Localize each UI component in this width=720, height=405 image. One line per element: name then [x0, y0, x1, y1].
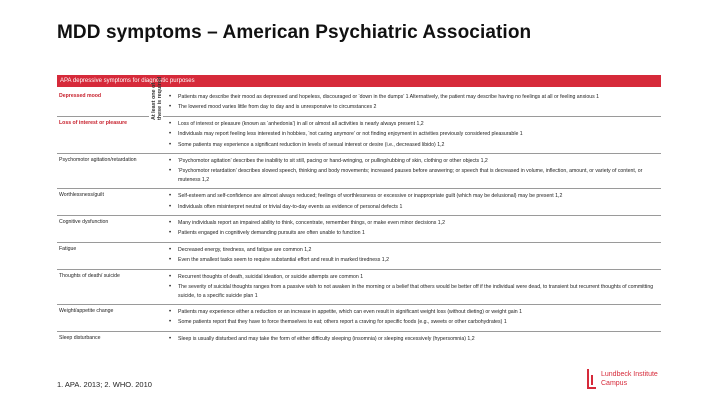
list-item: • Recurrent thoughts of death, suicidal ideation, or suicide attempts are common 1	[167, 273, 659, 281]
list-item: • Sleep is usually disturbed and may take the form of either difficulty sleeping (insomnia) or sleeping excessively (hypersomnia) 1,2	[167, 335, 659, 343]
table-row	[57, 304, 661, 331]
list-item: • ‘Psychomotor retardation’ describes slowed speech, thinking and body movements; increased pauses before answering; or speech that is decreased in volume, inflection, amount, or variety of content, or muteness 1,2	[167, 167, 659, 184]
category-thoughts-of-death: Thoughts of death/ suicide	[57, 269, 149, 304]
category-cognitive: Cognitive dysfunction	[57, 216, 149, 243]
logo-mark-icon	[587, 369, 596, 389]
list-item: • Individuals often misinterpret neutral or trivial day-to-day events as evidence of personal defects 1	[167, 203, 659, 211]
category-loss-of-interest: Loss of interest or pleasure	[57, 116, 149, 153]
table-row	[57, 154, 661, 189]
list-item: • Some patients report that they have to force themselves to eat; others report a craving for specific foods (e.g., sweets or other carbohydrates) 1	[167, 318, 659, 326]
required-group-label: At least one of these is required	[151, 76, 164, 120]
lundbeck-logo	[587, 367, 697, 395]
table-header-band: APA depressive symptoms for diagnostic purposes	[57, 75, 661, 87]
logo-text-line1: Lundbeck Institute	[601, 371, 658, 378]
table-row	[57, 189, 661, 216]
list-item: • Loss of interest or pleasure (known as ‘anhedonia’) in all or almost all activities is nearly always present 1,2	[167, 120, 659, 128]
list-item: • Individuals may report feeling less interested in hobbies, ‘not caring anymore’ or not finding enjoyment in activities previously considered pleasurable 1	[167, 130, 659, 138]
list-item: • ‘Psychomotor agitation’ describes the inability to sit still, pacing or hand-wringing, or pulling/rubbing of skin, clothing or other objects 1,2	[167, 157, 659, 165]
table-row	[57, 242, 661, 269]
required-group-marker	[149, 76, 164, 154]
category-depressed-mood: Depressed mood	[59, 93, 102, 99]
list-item: • Many individuals report an impaired ability to think, concentrate, remember things, or make even minor decisions 1,2	[167, 219, 659, 227]
list-item: • Decreased energy, tiredness, and fatigue are common 1,2	[167, 246, 659, 254]
list-item: • Patients may experience either a reduction or an increase in appetite, which can even result in significant weight loss (without dieting) or weight gain 1	[167, 308, 659, 316]
category-psychomotor: Psychomotor agitation/retardation	[57, 154, 149, 189]
logo-text-line2: Campus	[601, 380, 628, 387]
list-item: • Patients may describe their mood as depressed and hopeless, discouraged or ‘down in the dumps’ 1 Alternatively, the patient may describe having no feelings at all or feeling anxious 1	[167, 93, 659, 101]
list-item: • Some patients may experience a significant reduction in levels of sexual interest or desire (i.e., decreased libido) 1,2	[167, 141, 659, 149]
slide-title: MDD symptoms – American Psychiatric Association	[57, 22, 532, 43]
category-worthlessness: Worthlessness/guilt	[57, 189, 149, 216]
list-item: • Self-esteem and self-confidence are almost always reduced; feelings of worthlessness or excessive or inappropriate guilt (which may be delusional) may be present 1,2	[167, 192, 659, 200]
table-row	[57, 90, 661, 116]
list-item: • The severity of suicidal thoughts ranges from a passive wish to not awaken in the morning or a belief that others would be better off if the individual were dead, to transient but recurrent thoughts of committing suicide, to a specific suicide plan 1	[167, 283, 659, 300]
table-row	[57, 116, 661, 153]
table-row	[57, 216, 661, 243]
list-item: • Even the smallest tasks seem to require substantial effort and result in marked tiredness 1,2	[167, 256, 659, 264]
category-weight-appetite: Weight/appetite change	[57, 304, 149, 331]
table-row	[57, 331, 661, 347]
category-fatigue: Fatigue	[57, 242, 149, 269]
list-item: • The lowered mood varies little from day to day and is unresponsive to circumstances 2	[167, 103, 659, 111]
list-item: • Patients engaged in cognitively demanding pursuits are often unable to function 1	[167, 229, 659, 237]
table-row	[57, 269, 661, 304]
references-footnote: 1. APA. 2013; 2. WHO. 2010	[57, 380, 152, 389]
category-sleep: Sleep disturbance	[57, 331, 149, 347]
